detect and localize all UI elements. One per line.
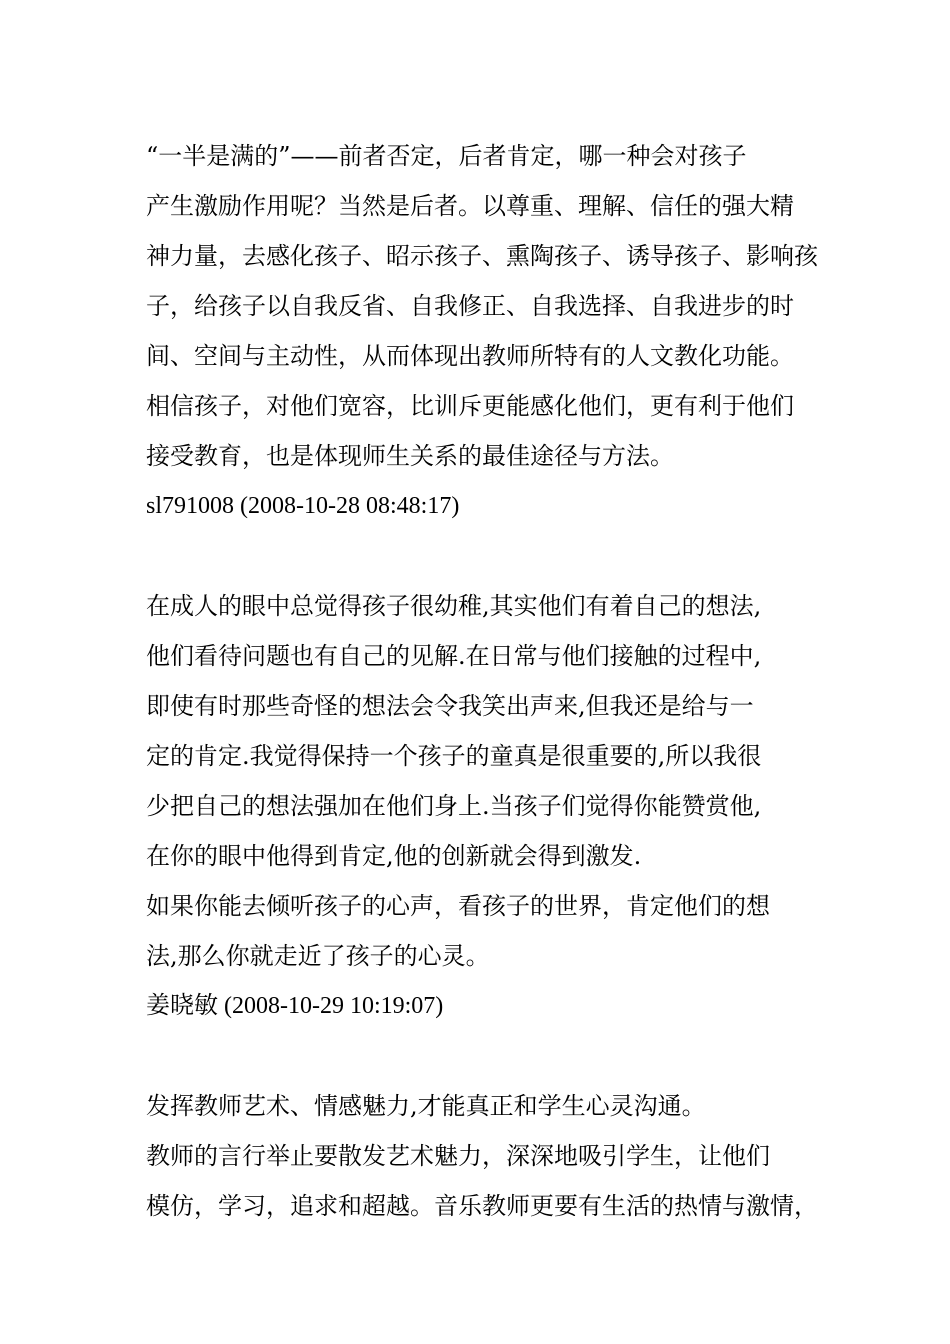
paragraph-line: 教师的言行举止要散发艺术魅力，深深地吸引学生，让他们 xyxy=(146,1142,770,1170)
blank-line xyxy=(146,1031,826,1081)
paragraph-line: 相信孩子，对他们宽容，比训斥更能感化他们，更有利于他们 xyxy=(146,392,794,420)
paragraph-line: “一半是满的”——前者否定，后者肯定，哪一种会对孩子 xyxy=(146,142,747,170)
comment-author-timestamp: 姜晓敏 (2008-10-29 10:19:07) xyxy=(146,993,444,1019)
paragraph-line: 子，给孩子以自我反省、自我修正、自我选择、自我进步的时 xyxy=(146,292,794,320)
paragraph-line: 在你的眼中他得到肯定,他的创新就会得到激发. xyxy=(146,842,642,870)
paragraph-line: 产生激励作用呢？当然是后者。以尊重、理解、信任的强大精 xyxy=(146,192,794,220)
paragraph-line: 在成人的眼中总觉得孩子很幼稚,其实他们有着自己的想法, xyxy=(146,592,762,620)
paragraph-line: 模仿，学习，追求和超越。音乐教师更要有生活的热情与激情， xyxy=(146,1192,818,1220)
paragraph-line: 法,那么你就走近了孩子的心灵。 xyxy=(146,942,490,970)
paragraph-line: 少把自己的想法强加在他们身上.当孩子们觉得你能赞赏他, xyxy=(146,792,762,820)
comment-block-1 xyxy=(146,131,826,531)
paragraph-line: 接受教育，也是体现师生关系的最佳途径与方法。 xyxy=(146,442,674,470)
paragraph-line: 定的肯定.我觉得保持一个孩子的童真是很重要的,所以我很 xyxy=(146,742,762,770)
blank-line xyxy=(146,531,826,581)
paragraph-line: 间、空间与主动性，从而体现出教师所特有的人文教化功能。 xyxy=(146,342,794,370)
comment-block-2 xyxy=(146,581,826,1031)
comment-block-3 xyxy=(146,1081,826,1231)
paragraph-line: 如果你能去倾听孩子的心声，看孩子的世界，肯定他们的想 xyxy=(146,892,770,920)
paragraph-line: 即使有时那些奇怪的想法会令我笑出声来,但我还是给与一 xyxy=(146,692,754,720)
comment-author-timestamp: sl791008 (2008-10-28 08:48:17) xyxy=(146,493,460,519)
paragraph-line: 发挥教师艺术、情感魅力,才能真正和学生心灵沟通。 xyxy=(146,1092,706,1120)
document-body xyxy=(146,131,826,1231)
paragraph-line: 神力量，去感化孩子、昭示孩子、熏陶孩子、诱导孩子、影响孩 xyxy=(146,242,818,270)
paragraph-line: 他们看待问题也有自己的见解.在日常与他们接触的过程中, xyxy=(146,642,762,670)
